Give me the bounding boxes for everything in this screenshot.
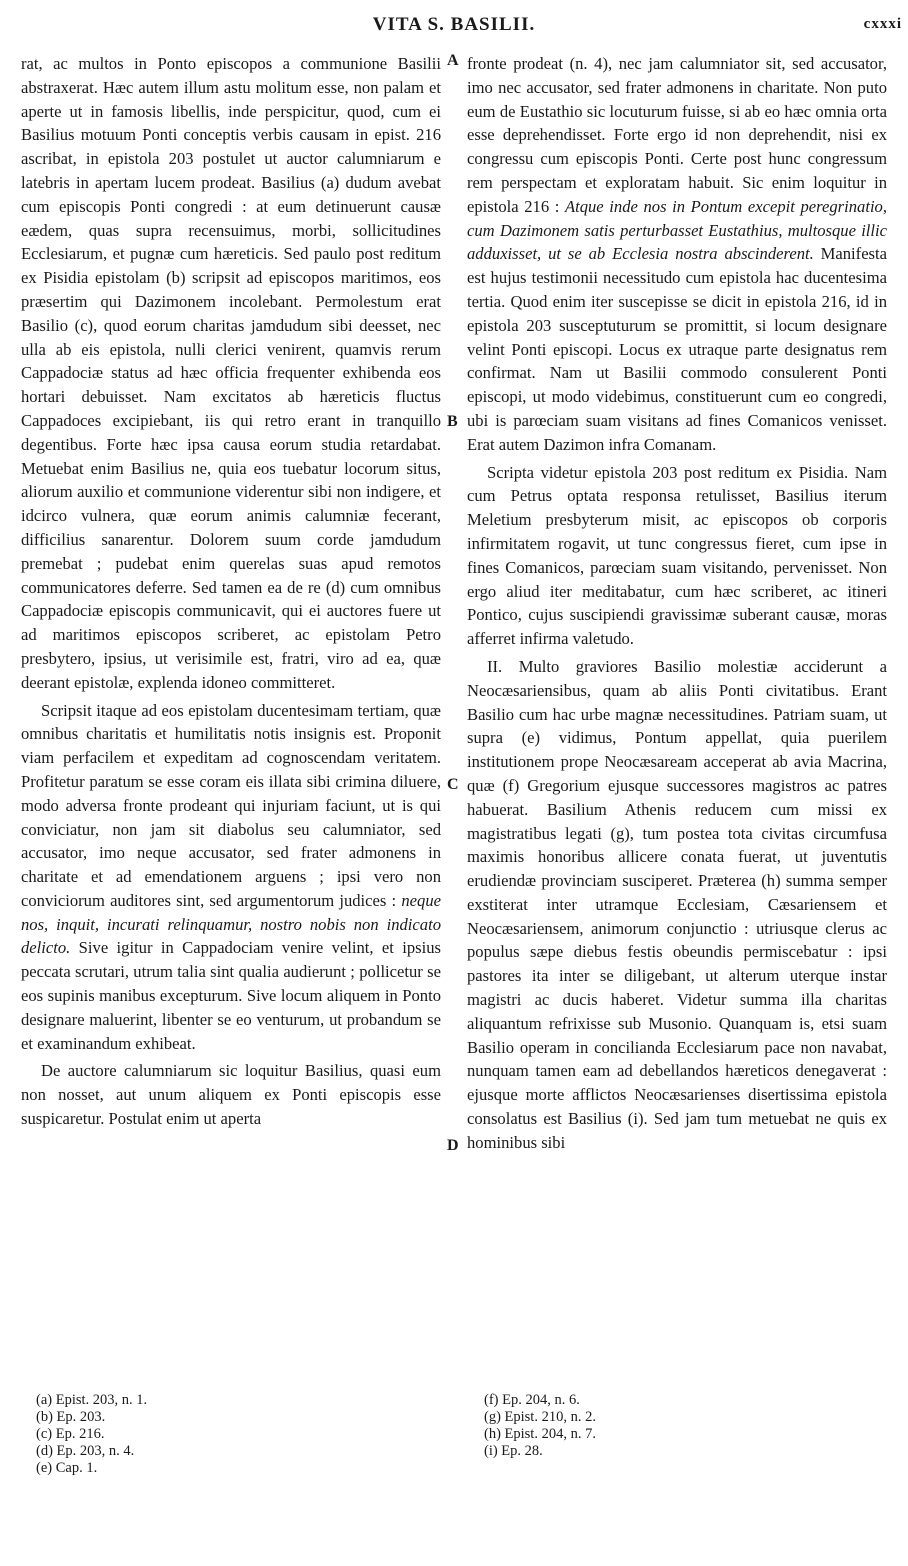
left-paragraph-2-quote: neque nos, inquit, incurati relinquamur, nostro nobis non indicato delicto. bbox=[21, 890, 441, 958]
footnote: (b) Ep. 203. bbox=[36, 1409, 106, 1425]
left-paragraph-2-text-a: Scripsit itaque ad eos epistolam ducentesimam tertiam, quæ omnibus charitatis et humilitatis notis insignis est. Proponit viam perfacilem et expeditam ad cognoscendam veritatem. Profitetur paratum se esse coram eis illata sibi crimina diluere, modo adversa fronte prodeant qui injuriam faciunt, ut is qui conviciatur, non jam sit diabolus seu calumniator, sed accusator, imo neque accusator, sed frater admonens in charitate et ad emendationem arguens ; ipsi vero non conviciorum auditores sint, sed argumentorum judices : bbox=[21, 700, 441, 910]
footnotes-right bbox=[484, 1392, 596, 1460]
left-paragraph-3: De auctore calumniarum sic loquitur Basilius, quasi eum non nosset, aut unum aliquem ex Ponti episcopis esse suspicaretur. Postulat enim ut aperta bbox=[21, 1061, 441, 1129]
right-paragraph-1-quote: Atque inde nos in Pontum excepit peregrinatio, cum Dazimonem satis perturbasset Eustathius, multosque illic adduxisset, ut se ab Ecclesia nostra abscinderent. bbox=[467, 196, 887, 264]
margin-marker-d: D bbox=[447, 1137, 459, 1154]
left-paragraph-2-text-b: Sive igitur in Cappadociam venire velint, et ipsius peccata scrutari, utrum talia sint qualia audierunt ; pollicetur se eos supinis manibus excepturum. Sive locum aliquem in Ponto designare maluerint, libenter se eo venturum, ut probandum se et examinandum exhibeat. bbox=[21, 938, 441, 1053]
page-number: cxxxi bbox=[863, 16, 902, 32]
footnote: (i) Ep. 28. bbox=[484, 1443, 543, 1459]
footnote: (h) Epist. 204, n. 7. bbox=[484, 1426, 596, 1442]
margin-marker-c: C bbox=[447, 776, 459, 793]
footnote: (c) Ep. 216. bbox=[36, 1426, 105, 1442]
right-paragraph-2: Scripta videtur epistola 203 post reditum ex Pisidia. Nam cum Petrus optata responsa retulisset, Basilius iterum Meletium presbyterum misit, ac episcopos ob corporis infirmitatem rogavit, ut tunc congressus fieret, cum ipse in fines Comanicos, parœciam suam visitando, pervenisset. Non ergo aliud iter meditabatur, cum hæc scriberet, ac itineri Pontico, cujus suscipiendi gravissimæ suberant causæ, moras afferret infirma valetudo. bbox=[467, 462, 887, 649]
running-title: VITA S. BASILII. bbox=[372, 14, 536, 35]
left-column bbox=[21, 52, 441, 1131]
footnote: (f) Ep. 204, n. 6. bbox=[484, 1392, 580, 1408]
footnote: (e) Cap. 1. bbox=[36, 1460, 98, 1476]
margin-marker-b: B bbox=[447, 413, 458, 430]
footnote: (g) Epist. 210, n. 2. bbox=[484, 1409, 596, 1425]
left-paragraph-1: rat, ac multos in Ponto episcopos a communione Basilii abstraxerat. Hæc autem illum astu molitum esse, non palam et aperte ut in famosis libellis, inde perspicitur, quod, cum ei Basilius motuum Ponti conceptis verbis causam in epist. 216 ascribat, in epistola 203 postulet ut auctor calumniarum e latebris in apertam lucem prodeat. Basilius (a) dudum avebat cum episcopis Ponti congredi : at eum detinuerunt causæ eædem, quas supra recensuimus, morbi, sollicitudines Ecclesiarum, et pugnæ cum hæreticis. Sed paulo post reditum ex Pisidia epistolam (b) scripsit ad episcopos maritimos, eos præsertim qui Dazimonem incolebant. Permolestum erat Basilio (c), quod eorum charitas jamdudum sibi deesset, nec ulla ab eis epistola, nulli clerici venirent, quamvis rerum Cappadociæ status ad hæc officia frequenter exhibenda eos hortari debuisset. Nam excitatos ab hæreticis fluctus Cappadoces excipiebant, iis qui retro erant in tranquillo degentibus. Forte hæc ipsa causa eorum studia retardabat. Metuebat enim Basilius ne, quia eos tuebatur locorum situs, aliorum auxilio et communione viderentur sibi non indigere, et idcirco vulnera, quæ eorum animis calumniæ fecerant, difficilius sanarentur. Dolorem suum corde jamdudum premebat ; pudebat enim querelas suas apud remotos communicatores deferre. Sed tamen ea de re (d) cum omnibus Cappadociæ episcopis communicavit, qui ei auctores fuere ut ad maritimos episcopos scriberet, ac epistolam Petro presbytero, ipsius, ut verisimile est, fratri, viro ad ea, quæ deerant epistolæ, explenda idoneo committeret. bbox=[21, 54, 441, 692]
right-paragraph-3: II. Multo graviores Basilio molestiæ acciderunt a Neocæsariensibus, quam ab aliis Ponti civitatibus. Erant Basilio cum hac urbe magnæ necessitudines. Patriam suam, ut supra (e) vidimus, Pontum appellat, quia puerilem institutionem prope Neocæsaream acceperat ab avia Macrina, quæ (f) Gregorium ejusque successores magistros ac patres habuerat. Basilium Athenis reducem cum missi ex magistratibus legati (g), tum postea tota civitas circumfusa maximis honoribus allicere conata fuerat, ut juventutis erudiendæ provinciam susciperet. Præterea (h) summa semper exstiterat inter utramque Ecclesiam, Cæsariensem et Neocæsariensem, animorum conjunctio : utriusque clerus ac populus sæpe diebus festis obeundis permiscebatur : ipsi pastores ita inter se diligebant, ut alterum uterque instar magistri ac ducis haberet. Videtur summa illa charitas aliquantum refrixisse sub Musonio. Quanquam is, etsi suam Basilio operam in concilianda Ecclesiarum pace non navabat, nunquam tamen eam ad debellandos hæreticos denegaverat : ejusque morte afflictos Neocæsarienses disertissima epistola consolatus est Basilius (i). Sed jam tum metuebat ne quis ex hominibus sibi bbox=[467, 656, 887, 1152]
right-paragraph-1-text-b: Manifesta est hujus testimonii necessitudo cum epistola hac ducentesima tertia. Quod enim iter suscepisse se dicit in epistola 216, id in epistola 203 susceptuturum se promittit, si locum designare velint Ponti episcopi. Locus ex utraque parte designatus rem confirmat. Nam ut Basilii commodo consulerent Ponti episcopi, ut modo videbimus, constituerunt cum eo congredi, ubi is parœciam suam visitans ad fines Comanicos venisset. Erat autem Dazimon infra Comanam. bbox=[467, 244, 887, 454]
right-paragraph-1-text-a: fronte prodeat (n. 4), nec jam calumniator sit, sed accusator, imo nec accusator, sed frater admonens in charitate. Non puto eum de Eustathio sic locuturum fuisse, si ab eo hæc omnia orta esse deprehendisset. Forte ergo id non deprehendit, nisi ex congressu cum episcopis Ponti. Certe post hunc congressum rem perspectam et exploratam habuit. Sic enim loquitur in epistola 216 : bbox=[467, 54, 887, 216]
footnotes-left bbox=[36, 1392, 147, 1477]
footnote: (d) Ep. 203, n. 4. bbox=[36, 1443, 135, 1459]
right-paragraph-1 bbox=[467, 52, 887, 457]
right-column bbox=[467, 52, 887, 1155]
margin-marker-a: A bbox=[447, 52, 459, 69]
footnote: (a) Epist. 203, n. 1. bbox=[36, 1392, 148, 1408]
page-header bbox=[0, 6, 908, 38]
left-paragraph-2 bbox=[21, 699, 441, 1056]
